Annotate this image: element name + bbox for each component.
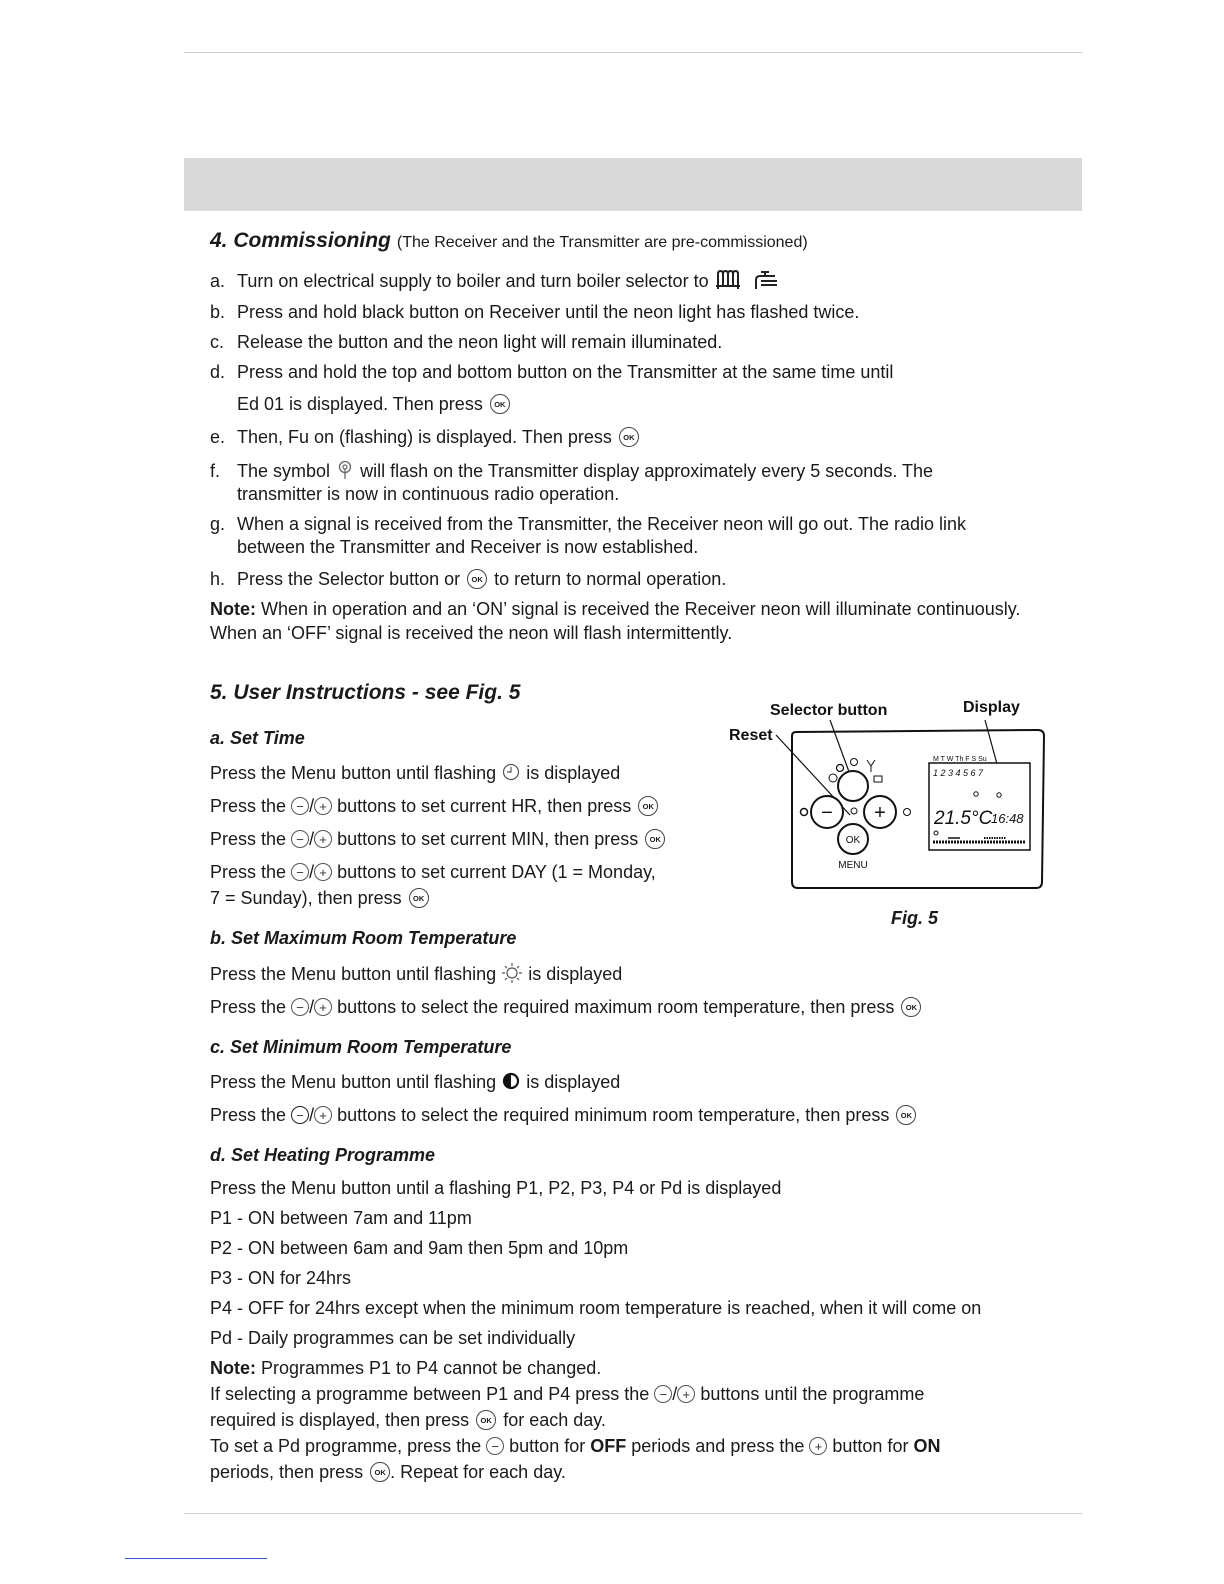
plus-icon: +	[314, 863, 332, 881]
step-b: b. Press and hold black button on Receiver until the neon light has flashed twice.	[210, 302, 860, 322]
ok-icon: OK	[490, 394, 510, 414]
radiator-icon	[714, 269, 746, 291]
lcd-time: 16:48	[991, 811, 1024, 826]
plus-icon: +	[677, 1385, 695, 1403]
step-f-cont: transmitter is now in continuous radio operation.	[237, 484, 620, 504]
ok-icon: OK	[619, 427, 639, 447]
header-band	[184, 158, 1082, 211]
display-label: Display	[963, 699, 1020, 716]
note-4-cont: When an ‘OFF’ signal is received the neon will flash intermittently.	[210, 623, 733, 643]
selector-button-label: Selector button	[770, 702, 888, 719]
max-temp-line-2: Press the − / + buttons to select the required maximum room temperature, then press OK	[210, 997, 923, 1018]
step-g: g. When a signal is received from the Transmitter, the Receiver neon will go out. The radio link	[210, 514, 967, 534]
set-time-line-1: Press the Menu button until flashing is displayed	[210, 763, 621, 783]
figure-5-thermostat	[720, 690, 1060, 940]
clock-icon	[501, 762, 521, 782]
note-5: Note: Programmes P1 to P4 cannot be changed.	[210, 1358, 602, 1378]
minus-icon: −	[291, 1106, 309, 1124]
minus-icon: −	[291, 830, 309, 848]
section-5-heading: 5. User Instructions - see Fig. 5	[210, 681, 521, 704]
note-4: Note: When in operation and an ‘ON’ signal is received the Receiver neon will illuminate continuously.	[210, 599, 1021, 619]
lcd-days: M T W Th F S Su	[933, 756, 987, 763]
top-rule	[184, 52, 1082, 53]
ok-icon: OK	[638, 796, 658, 816]
footer-link-underline	[125, 1558, 267, 1559]
selector-knob	[838, 771, 868, 801]
min-temp-line-2: Press the − / + buttons to select the required minimum room temperature, then press OK	[210, 1105, 918, 1126]
programme-p4: P4 - OFF for 24hrs except when the minimum room temperature is reached, when it will come on	[210, 1298, 982, 1318]
lcd-temperature: 21.5°C	[934, 808, 993, 829]
set-time-line-3: Press the − / + buttons to set current MIN, then press OK	[210, 829, 667, 850]
programme-para-2: required is displayed, then press OK for each day.	[210, 1410, 606, 1430]
minus-icon: −	[486, 1437, 504, 1455]
menu-label: MENU	[838, 860, 868, 871]
step-h: h. Press the Selector button or OK to return to normal operation.	[210, 569, 727, 589]
ok-icon: OK	[896, 1105, 916, 1125]
plus-icon: +	[314, 1106, 332, 1124]
heating-programme-heading: d. Set Heating Programme	[210, 1145, 436, 1165]
programme-para-4: periods, then press OK . Repeat for each day.	[210, 1462, 566, 1482]
plus-button-label: +	[874, 802, 886, 824]
step-c: c. Release the button and the neon light will remain illuminated.	[210, 332, 723, 352]
ok-icon: OK	[409, 888, 429, 908]
programme-p1: P1 - ON between 7am and 11pm	[210, 1208, 472, 1228]
section-4-heading: 4. Commissioning (The Receiver and the Transmitter are pre-commissioned)	[210, 229, 808, 252]
minus-icon: −	[291, 863, 309, 881]
ok-icon: OK	[645, 829, 665, 849]
tap-icon	[751, 269, 779, 291]
step-f: f. The symbol will flash on the Transmitter display approximately every 5 seconds. The	[210, 461, 934, 481]
sun-icon	[501, 962, 523, 984]
bottom-rule	[184, 1513, 1082, 1514]
programme-pd: Pd - Daily programmes can be set individually	[210, 1328, 576, 1348]
step-g-cont: between the Transmitter and Receiver is now established.	[237, 537, 699, 557]
step-a: a. Turn on electrical supply to boiler and turn boiler selector to	[210, 271, 779, 293]
plus-icon: +	[314, 830, 332, 848]
antenna-icon	[335, 460, 355, 480]
step-e: e. Then, Fu on (flashing) is displayed. Then press OK	[210, 427, 641, 448]
reset-label: Reset	[729, 727, 773, 744]
ok-button-label: OK	[845, 835, 861, 846]
programme-p3: P3 - ON for 24hrs	[210, 1268, 352, 1288]
step-d: d. Press and hold the top and bottom button on the Transmitter at the same time until	[210, 362, 894, 382]
programme-line-1: Press the Menu button until a flashing P1, P2, P3, P4 or Pd is displayed	[210, 1178, 782, 1198]
set-time-line-5: 7 = Sunday), then press OK	[210, 888, 431, 909]
plus-icon: +	[809, 1437, 827, 1455]
set-time-line-2: Press the − / + buttons to set current HR, then press OK	[210, 796, 660, 817]
set-time-heading: a. Set Time	[210, 728, 305, 748]
reset-pinhole	[851, 808, 857, 814]
programme-p2: P2 - ON between 6am and 9am then 5pm and 10pm	[210, 1238, 629, 1258]
ok-icon: OK	[901, 997, 921, 1017]
max-temp-heading: b. Set Maximum Room Temperature	[210, 928, 517, 948]
min-temp-heading: c. Set Minimum Room Temperature	[210, 1037, 512, 1057]
minus-icon: −	[654, 1385, 672, 1403]
minus-button-label: −	[821, 802, 833, 824]
figure-caption: Fig. 5	[891, 908, 939, 928]
lcd-day-numbers: 1 2 3 4 5 6 7	[933, 768, 984, 778]
ok-icon: OK	[476, 1410, 496, 1430]
minus-icon: −	[291, 797, 309, 815]
min-temp-line-1: Press the Menu button until flashing is displayed	[210, 1072, 621, 1092]
programme-para-1: If selecting a programme between P1 and P4 press the − / + buttons until the programme	[210, 1384, 925, 1404]
programme-para-3: To set a Pd programme, press the − button for OFF periods and press the + button for ON	[210, 1436, 941, 1456]
set-time-line-4: Press the − / + buttons to set current DAY (1 = Monday,	[210, 862, 656, 882]
plus-icon: +	[314, 797, 332, 815]
ok-icon: OK	[370, 1462, 390, 1482]
max-temp-line-1: Press the Menu button until flashing is displayed	[210, 964, 623, 984]
plus-icon: +	[314, 998, 332, 1016]
step-d-cont: Ed 01 is displayed. Then press OK	[237, 394, 512, 415]
ok-icon: OK	[467, 569, 487, 589]
moon-icon	[501, 1071, 521, 1091]
minus-icon: −	[291, 998, 309, 1016]
